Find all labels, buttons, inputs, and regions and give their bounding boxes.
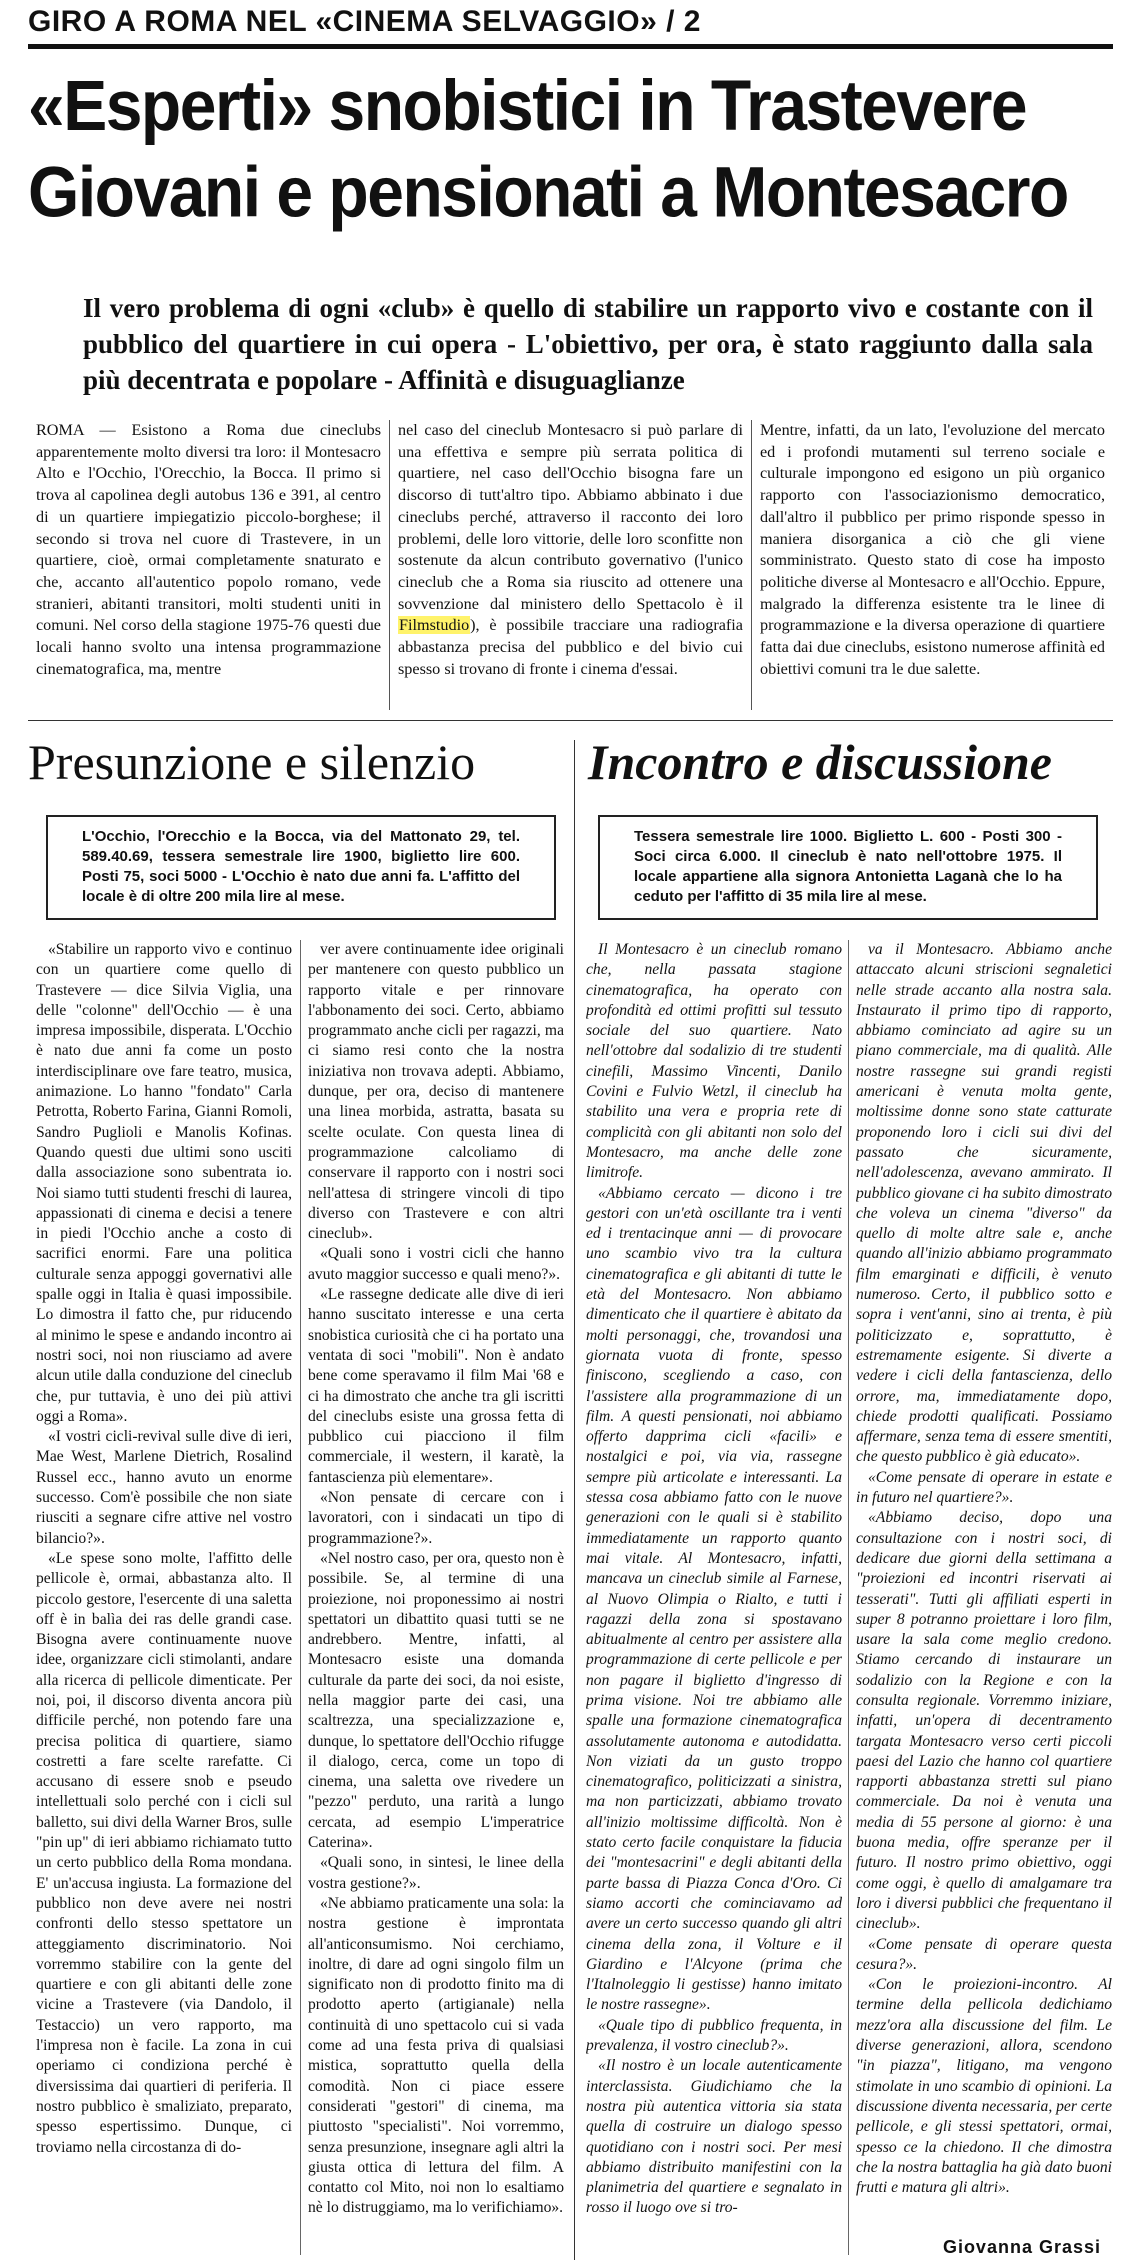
intro-column-2	[389, 420, 751, 710]
column-rule	[300, 940, 301, 2255]
intro-column-2-part-a: nel caso del cineclub Montesacro si può parlare di una effettiva e sempre più serrata politica di quartiere, nel caso dell'Occhio bisogna fare un discorso di tutt'altro tipo. Abbiamo abbinato i due cineclubs perché, attraverso il racconto dei loro problemi, delle loro vittorie, delle loro sconfitte non sostenute da alcun contributo governativo (l'unico cineclub che a Roma sia riuscito ad ottenere una sovvenzione dal ministero dello Spettacolo è il	[398, 421, 743, 613]
right-section-title: Incontro e discussione	[588, 734, 1052, 790]
paragraph: «Nel nostro caso, per ora, questo non è possibile. Se, al termine di una proiezione, noi proponessimo ai nostri spettatori un dibattito quasi tutti se ne andrebbero. Mentre, infatti, al Montesacro esiste una domanda culturale da parte dei soci, da noi esiste, nella maggior parte dei casi, una scaltrezza, una specializzazione e, dunque, lo spettatore dell'Occhio rifugge il dialogo, cerca, come un topo di cinema, una saletta ove rivedere un "pezzo" perduto, una rarità a lungo cercata, ad esempio L'imperatrice Caterina».	[308, 1549, 564, 1852]
paragraph: «Come pensate di operare in estate e in futuro nel quartiere?».	[856, 1468, 1112, 1507]
paragraph: ver avere continuamente idee originali per mantenere con questo pubblico un rapporto vitale e per rinnovare l'abbonamento dei soci. Certo, abbiamo programmato anche cicli per ragazzi, ma ci siamo resi conto che la nostra iniziativa non trovava adepti. Abbiamo, dunque, per ora, deciso di mantenere una linea morbida, astratta, basata su scelte oculate. Con questa linea di programmazione calcoliamo di conservare il rapporto con i nostri soci nell'attesa di stringere vincoli di tipo diverso con Trastevere e con altri cineclub».	[308, 941, 564, 1243]
intro-column-3: Mentre, infatti, da un lato, l'evoluzione del mercato ed i profondi mutamenti sul terreno sociale e culturale impongono ed esigono un più organico rapporto con l'associazionismo democratico, dall'altro il pubblico per primo risponde spesso in maniera disorganica a ciò che gli viene somministrato. Questo stato di cose ha imposto politiche diverse al Montesacro e all'Occhio. Eppure, malgrado la differenza esistente tra le linee di programmazione e la diversa operazione di quartiere fatta dai due cineclubs, esistono numerose affinità ed obiettivi comuni tra le due salette.	[751, 420, 1113, 710]
left-infobox: L'Occhio, l'Orecchio e la Bocca, via del Mattonato 29, tel. 589.40.69, tessera semestrale lire 1900, biglietto lire 600. Posti 75, soci 5000 - L'Occhio è nato due anni fa. L'affitto del locale è di oltre 200 mila lire al mese.	[46, 815, 556, 920]
column-rule	[848, 940, 849, 2255]
newspaper-page	[28, 0, 1113, 2262]
paragraph: «Quali sono, in sintesi, le linee della vostra gestione?».	[308, 1854, 564, 1892]
left-body-column-2	[308, 940, 564, 2255]
paragraph: «Ne abbiamo praticamente una sola: la nostra gestione è improntata all'anticonsumismo. Noi cerchiamo, inoltre, di dare ad ogni singolo film un significato non di prodotto finito ma di prodotto aperto (artigianale) nella continuità di uno spettacolo cui si vada come ad una festa priva di qualsiasi mistica, soprattutto quella della comodità. Non ci piace essere considerati "gestori" di cinema, ma piuttosto "specialisti". Noi vorremmo, senza presunzione, insegnare agli altri la giusta ottica di lettura del film. A contatto col Mito, noi non lo esaltiamo nè lo distruggiamo, ma lo verifichiamo».	[308, 1894, 564, 2217]
author-signature: Giovanna Grassi	[937, 2237, 1101, 2258]
subheadline: Il vero problema di ogni «club» è quello di stabilire un rapporto vivo e costante con il pubblico del quartiere in cui opera - L'obiettivo, per ora, è stato raggiunto dalla sala più decentrata e popolare - Affinità e disuguaglianze	[83, 293, 1093, 395]
paragraph: «Abbiamo deciso, dopo una consultazione con i nostri soci, di dedicare due giorni della settimana a "proiezioni ed incontri riservati ai tesserati". Tutti gli affiliati esperti in super 8 potranno proiettare i loro film, usare la sala come meglio credono. Stiamo cercando di instaurare un sodalizio con la Regione e con la consulta regionale. Vorremmo iniziare, infatti, un'opera di decentramento targata Montesacro verso certi piccoli paesi del Lazio che hanno col quartiere rapporti abbastanza stretti sul piano commerciale. Da noi è venuta una media di 55 persone al giorno: è una buona media, offre speranze per il futuro. Il nostro primo obiettivo, oggi come oggi, è quello di amalgamare tra loro i diversi pubblici che frequentano il cineclub».	[856, 1509, 1112, 1933]
headline-line-2: Giovani e pensionati a Montesacro	[28, 151, 1068, 232]
right-infobox: Tessera semestrale lire 1000. Biglietto L. 600 - Posti 300 - Soci circa 6.000. Il cineclub è nato nell'ottobre 1975. Il locale appartiene alla signora Antonietta Laganà che lo ha ceduto per l'affitto di 35 mila lire al mese.	[598, 815, 1098, 920]
highlighted-filmstudio: Filmstudio	[399, 616, 470, 635]
paragraph: «Quali sono i vostri cicli che hanno avuto maggior successo e quali meno?».	[308, 1245, 564, 1283]
paragraph: Il Montesacro è un cineclub romano che, nella passata stagione cinematografica, ha operato con profondità ed ottimi profitti sul tessuto sociale del suo quartiere. Nato nell'ottobre dal sodalizio di tre studenti cinefili, Massimo Vincenti, Danilo Covini e Fulvio Wetzl, il cineclub ha stabilito una vera e propria rete di complicità con gli abitanti non solo del Montesacro, ma anche delle zone limitrofe.	[586, 941, 842, 1182]
headline	[28, 62, 1113, 235]
headline-line-1: «Esperti» snobistici in Trastevere	[28, 65, 1027, 146]
kicker	[28, 4, 1113, 49]
section-vertical-separator	[574, 740, 575, 2260]
intro-section	[28, 420, 1113, 710]
paragraph: «Non pensate di cercare con i lavoratori, con i sindacati un tipo di programmazione?».	[308, 1489, 564, 1547]
intro-column-2-part-b: ), è possibile tracciare una radiografia abbastanza precisa del pubblico e del bivio cui spesso si trovano di fronte i cinema d'essai.	[398, 616, 743, 678]
left-section-title: Presunzione e silenzio	[28, 734, 476, 790]
paragraph: «Quale tipo di pubblico frequenta, in prevalenza, il vostro cineclub?».	[586, 2016, 842, 2055]
paragraph: «I vostri cicli-revival sulle dive di ieri, Mae West, Marlene Dietrich, Rosalind Russel ecc., hanno avuto un enorme successo. Com'è possibile che non siate riusciti a segnare cifre attive nel vostro bilancio?».	[36, 1428, 292, 1547]
paragraph: «Come pensate di operare questa cesura?».	[856, 1935, 1112, 1973]
paragraph: «Abbiamo cercato — dicono i tre gestori con un'età oscillante tra i venti ed i trentacinque anni — di provocare uno scambio vivo tra la cultura cinematografica e gli abitanti di tutte le età del Montesacro. Non abbiamo dimenticato che il quartiere è abitato da molti personaggi, che, trovandosi una giornata vuota di fronte, spesso finiscono, scegliendo a caso, con l'assistere alla programmazione di un film. A questi pensionati, noi abbiamo offerto dapprima cicli «facili» e nostalgici e poi, via via, rassegne sempre più articolate e interessanti. La stessa cosa abbiamo fatto con le nuove generazioni con le quali si è stabilito immediatamente un rapporto quanto mai vitale. Al Montesacro, infatti, mancava un cineclub simile al Farnese, al Nuovo Olimpia o Rialto, e tutti i ragazzi della zona si spostavano abitualmente al centro per assistere alla programmazione di certe pellicole e per non pagare il biglietto d'ingresso di prima visione. Noi tre abbiamo alle spalle una formazione cinematografica assolutamente autonoma e autodidatta. Non viziati da un gusto troppo cinematografico, politicizzati a sinistra, ma non particizzati, abbiamo trovato all'inizio moltissime difficoltà. Non è stato certo facile conquistare la fiducia dei "montesacrini" e degli abitanti della parte bassa di Piazza Conca d'Oro. Ci siamo accorti che cominciavamo ad avere un certo successo quando gli altri cinema della zona, il Volture e il Giardino e l'Alcyone (prima che l'Italnoleggio li gestisse) hanno imitato le nostre rassegne».	[586, 1184, 842, 2014]
paragraph: «Il nostro è un locale autenticamente interclassista. Giudichiamo che la nostra più autentica vittoria sia stata quella di costruire un dialogo spesso quotidiano con i nostri soci. Per mesi abbiamo distribuito manifestini con la planimetria del quartiere e segnalato in rosso il luogo ove si tro-	[586, 2057, 842, 2217]
right-body-column-2	[856, 940, 1112, 2255]
paragraph: «Le spese sono molte, l'affitto delle pellicole è, ormai, abbastanza alto. Il piccolo gestore, l'esercente di una saletta off è in balìa dei ras delle grandi case. Bisogna avere continuamente nuove idee, organizzare cicli stimolanti, andare alla ricerca di pellicole dimenticate. Per noi, poi, il discorso diventa ancora più difficile perché, non potendo fare una precisa politica di quartiere, siamo costretti a fare scelte rarefatte. Ci accusano di essere snob e pseudo intellettuali solo perché con i cicli sul balletto, sui divi della Warner Bros, sulle "pin up" di ieri abbiamo richiamato tutto un certo pubblico della Roma mondana. E' un'accusa ingiusta. La formazione del pubblico non deve avere nei nostri confronti dello stesso spettatore un atteggiamento discriminatorio. Noi vorremmo stabilire con la gente del quartiere e con gli abitanti delle zone vicine a Trastevere (via Dandolo, il Testaccio) un vero rapporto, ma l'impresa non è facile. La zona in cui operiamo ci condiziona perché è diversissima dai quartieri di periferia. Il nostro pubblico è smaliziato, preparato, spesso espertissimo. Dunque, ci troviamo nella circostanza di do-	[36, 1549, 292, 2156]
paragraph: va il Montesacro. Abbiamo anche attaccato alcuni striscioni segnaletici nelle strade accanto alla nostra sala. Instaurato il primo tipo di rapporto, abbiamo cominciato ad agire su un piano commerciale, ma di qualità. Alle nostre rassegne sui grandi registi americani è venuta molta gente, moltissime donne sono state catturate proponendo loro i cicli sui divi del passato che sicuramente, nell'adolescenza, avevano ammirato. Il pubblico giovane ci ha subito dimostrato che voleva un cinema "diverso" da quello di molte altre sale e, anche quando all'inizio abbiamo programmato film emarginati e difficili, è venuto numeroso. Certo, il pubblico sotto e sopra i vent'anni, sino ai trenta, è più politicizzato e, soprattutto, è estremamente esigente. Si diverte a vedere i cicli della fantascienza, dello orrore, ma, immediatamente dopo, chiede prodotti qualificati. Possiamo affermare, senza tema di essere smentiti, che questo pubblico è già educato».	[856, 941, 1112, 1466]
paragraph: «Le rassegne dedicate alle dive di ieri hanno suscitato interesse e una certa snobistica curiosità che ci ha portato una ventata di soci "mobili". Non è andato bene come speravamo il film Mai '68 e ci ha dimostrato che anche tra gli iscritti del cineclubs esiste una grossa fetta di pubblico cui piacciono il film commerciale, il western, il karatè, la fantascienza più elementare».	[308, 1286, 564, 1486]
left-body-column-1	[36, 940, 292, 2255]
paragraph: «Stabilire un rapporto vivo e continuo con un quartiere come quello di Trastevere — dice Silvia Viglia, una delle "colonne" dell'Occhio — è una impresa impossibile, disperata. L'Occhio è nato due anni fa come un posto interdisciplinare ove fare teatro, musica, animazione. Lo hanno "fondato" Carla Petrotta, Roberto Farina, Gianni Romoli, Sandro Puglioli e Manolis Kofinas. Quando questi due ultimi sono usciti dalla associazione sono subentrata io. Noi siamo tutti studenti freschi di laurea, appassionati di cinema e decisi a tenere in piedi l'Occhio anche a costo di sacrifici enormi. Fare una politica culturale senza appoggi governativi alle spalle oggi in Italia è quasi impossibile. Lo dimostra il fatto che, pur riducendo al minimo le spese e andando incontro ai nostri soci, noi non riusciamo ad avere alcun utile dalla conduzione del cineclub che, pur tuttavia, è uno dei più attivi oggi a Roma».	[36, 941, 292, 1425]
paragraph: «Con le proiezioni-incontro. Al termine della pellicola dedichiamo mezz'ora alla discussione del film. Le diverse generazioni, allora, scendono "in piazza", litigano, ma vengono stimolate in uno scambio di opinioni. La discussione diventa necessaria, per certe pellicole, e gli stessi spettatori, ormai, spesso ce la chiedono. Il che dimostra che la nostra battaglia ha già dato buoni frutti e matura gli altri».	[856, 1976, 1112, 2197]
section-divider	[28, 720, 1113, 721]
intro-column-1: ROMA — Esistono a Roma due cineclubs apparentemente molto diversi tra loro: il Montesacro Alto e l'Occhio, l'Orecchio, la Bocca. Il primo si trova al capolinea degli autobus 136 e 391, al centro di un quartiere impiegatizio piccolo-borghese; il secondo si trova nel cuore di Trastevere, in un quartiere, cioè, ormai completamente snaturato e che, accanto all'autentico popolo romano, vede stranieri, abitanti transitori, molti studenti uniti in comuni. Nel corso della stagione 1975-76 questi due locali hanno svolto una intensa programmazione cinematografica, ma, mentre	[36, 421, 381, 678]
right-body-column-1	[586, 940, 842, 2255]
kicker-text: GIRO A ROMA NEL «CINEMA SELVAGGIO» / 2	[28, 5, 701, 38]
